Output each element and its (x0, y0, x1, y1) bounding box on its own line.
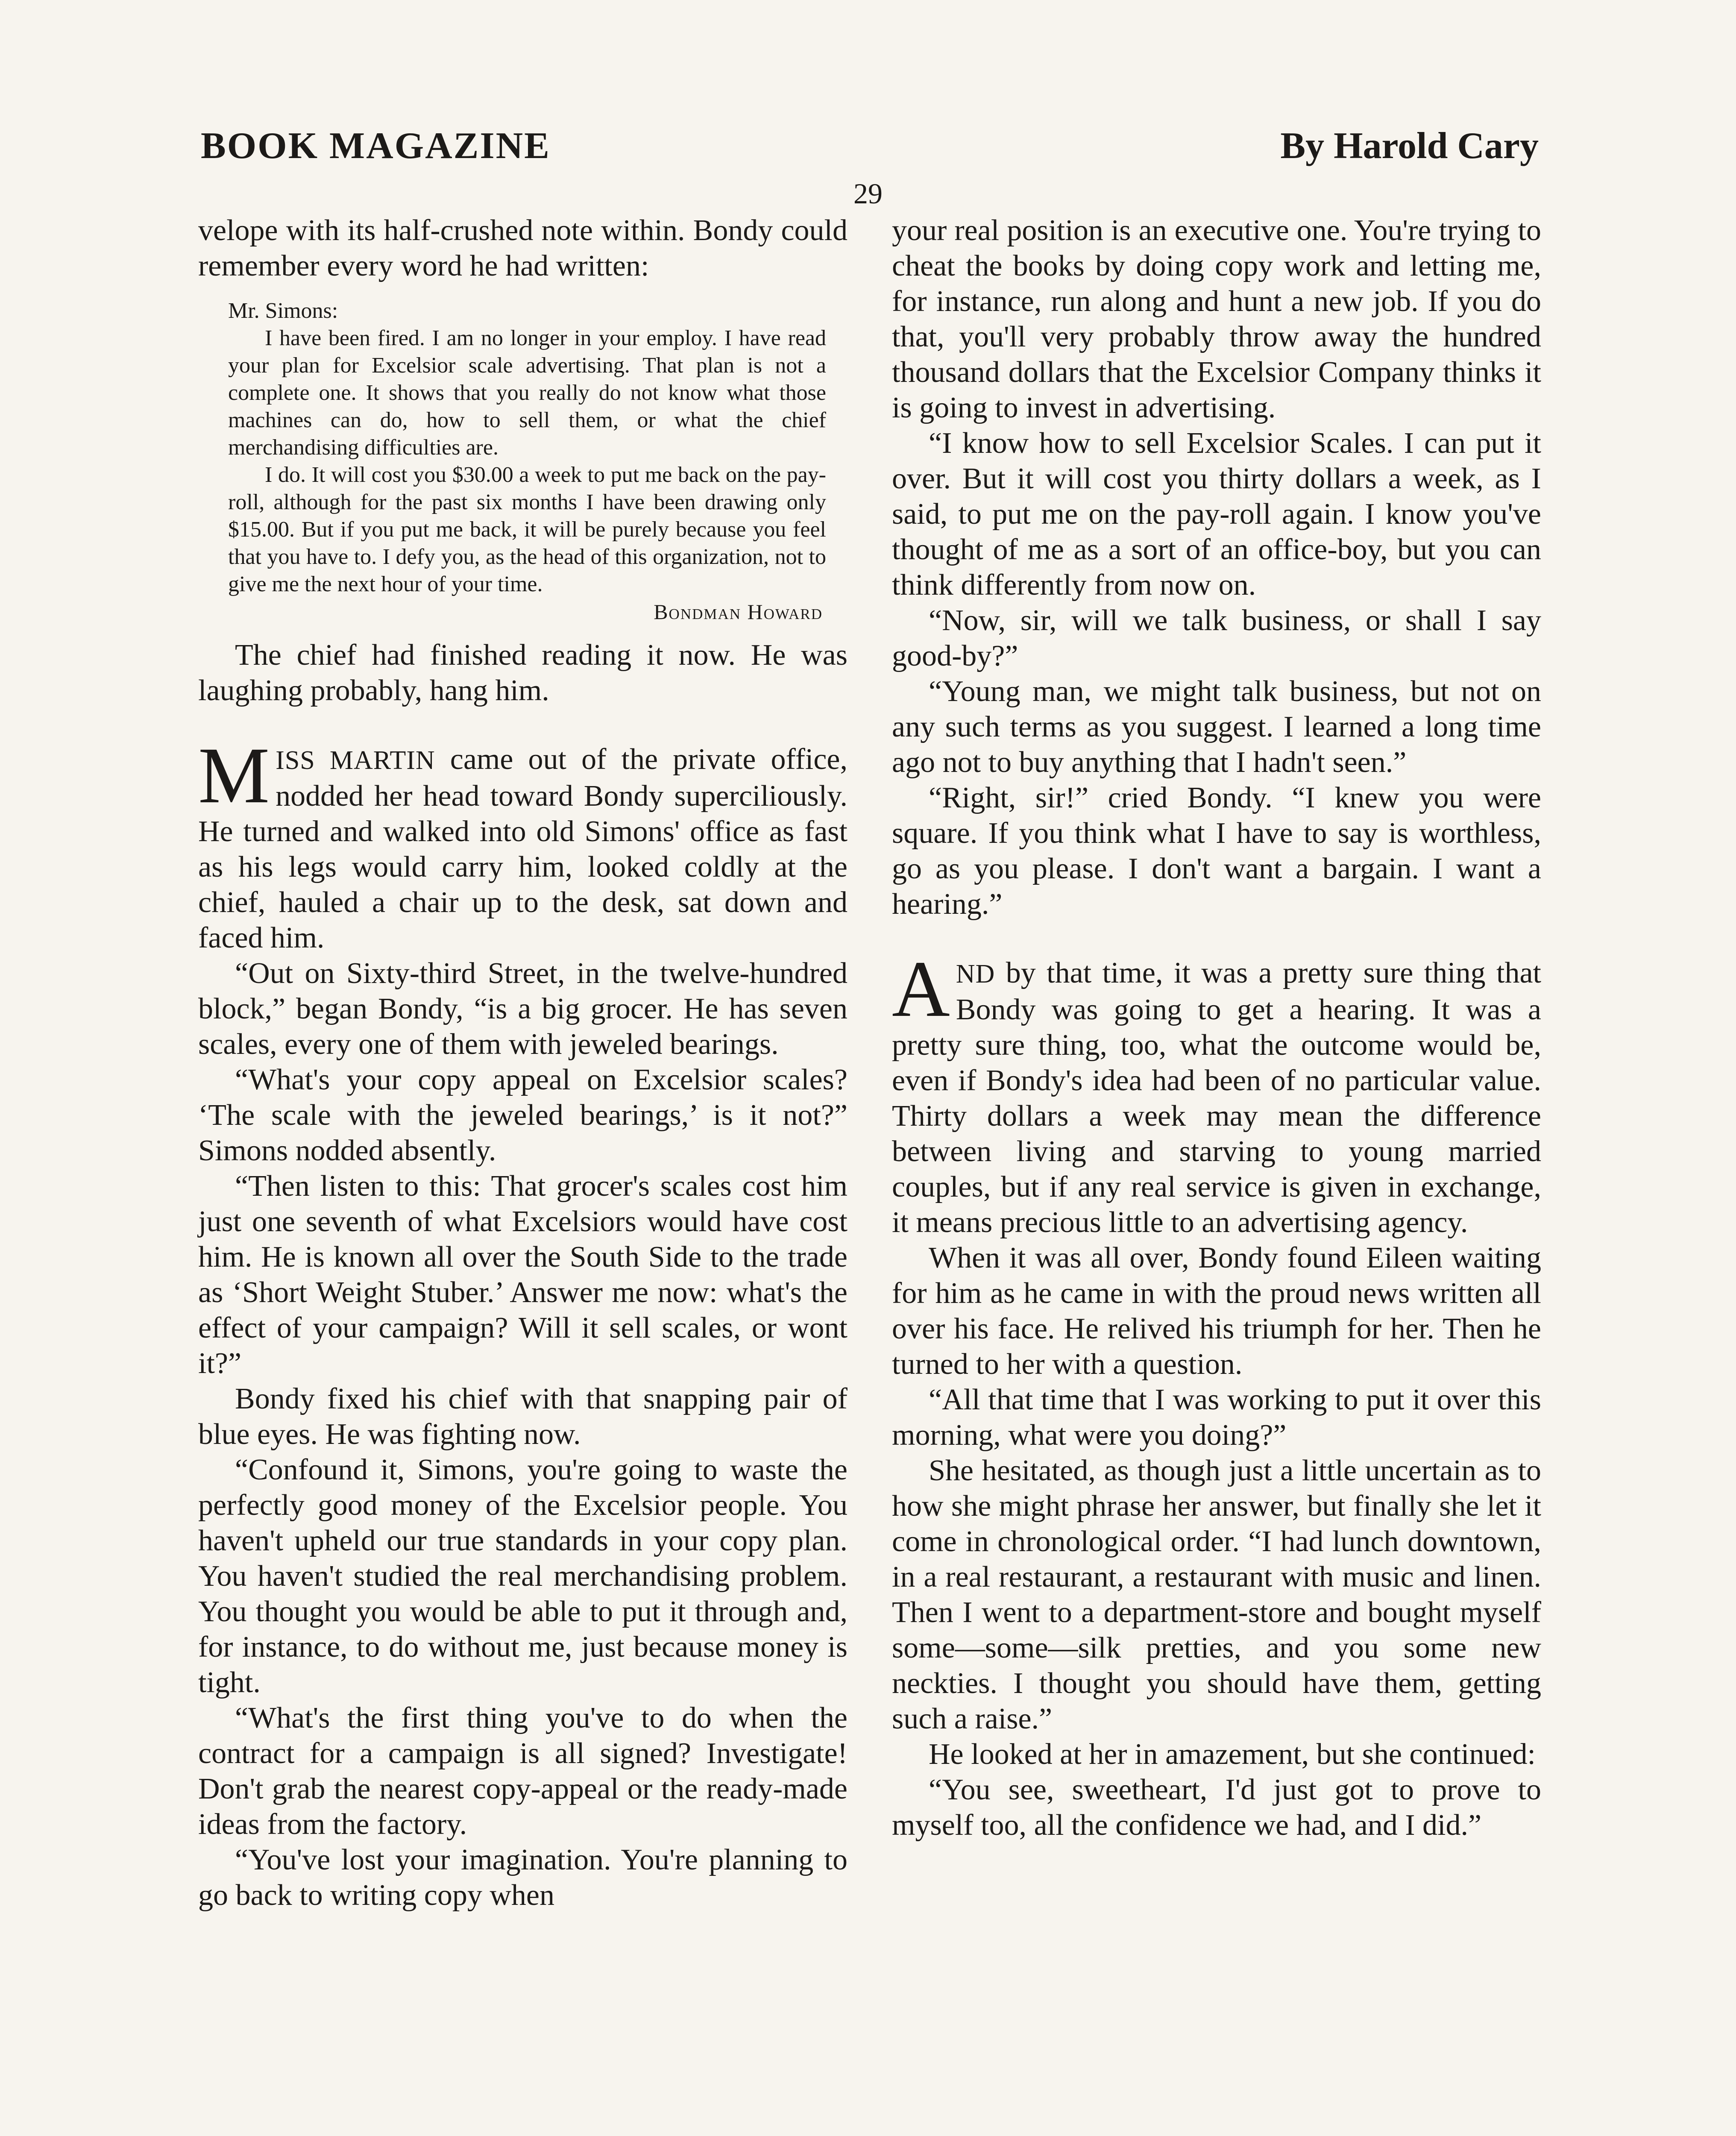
body-paragraph: your real position is an executive one. You're trying to cheat the books by doing copy work and letting me, for instance, run along and hunt a new job. If you do that, you'll very probably throw away the hundred thousand dollars that the Excelsior Company thinks it is going to invest in advertising. (892, 214, 1541, 424)
page-number: 29 (853, 177, 883, 210)
body-paragraph: “Now, sir, will we talk business, or shall I say good-by?” (892, 604, 1541, 672)
drop-cap: A (892, 944, 950, 1033)
lead-in-caps: ND (956, 959, 995, 989)
letter-salutation: Mr. Simons: (228, 299, 338, 323)
letter-paragraph: I have been fired. I am no longer in your employ. I have read your plan for Excelsior scale advertising. That plan is not a complete one. It shows that you really do not know what those machines can do, how to sell them, or what the chief merchandising difficulties are. (228, 326, 826, 460)
letter-paragraph: I do. It will cost you $30.00 a week to put me back on the pay-roll, although for the past six months I have been drawing only $15.00. But if you put me back, it will be purely because you feel that you have to. I defy you, as the head of this organization, not to give me the next hour of your time. (228, 463, 826, 596)
body-paragraph: Bondy fixed his chief with that snapping pair of blue eyes. He was fighting now. (198, 1382, 847, 1451)
right-column (892, 213, 1541, 1843)
body-paragraph: “You see, sweetheart, I'd just got to prove to myself too, all the confidence we had, and I did.” (892, 1773, 1541, 1842)
body-paragraph: “All that time that I was working to put it over this morning, what were you doing?” (892, 1383, 1541, 1452)
paragraph-text: by that time, it was a pretty sure thing that Bondy was going to get a hearing. It was a pretty sure thing, too, what the outcome would be, even if Bondy's idea had been of no particular value. Thirty dollars a week may mean the difference between living and starving to young married couples, but if any real service is given in exchange, it means precious little to an advertising agency. (892, 957, 1541, 1239)
body-paragraph: “Young man, we might talk business, but not on any such terms as you suggest. I learned a long time ago not to buy anything that I hadn't seen.” (892, 675, 1541, 779)
running-header (201, 125, 1539, 167)
paragraph-text: came out of the private office, nodded her head toward Bondy superciliously. He turned and walked into old Simons' office as fast as his legs would carry him, looked coldly at the chief, hauled a chair up to the desk, sat down and faced him. (198, 743, 847, 954)
body-paragraph: “Confound it, Simons, you're going to waste the perfectly good money of the Excelsior people. You haven't upheld our true standards in your copy plan. You haven't studied the real merchandising problem. You thought you would be able to put it through and, for instance, to do without me, just because money is tight. (198, 1453, 847, 1699)
lead-in-caps: ISS MARTIN (276, 746, 435, 775)
body-paragraph: “Right, sir!” cried Bondy. “I knew you were square. If you think what I have to say is worthless, go as you please. I don't want a bargain. I want a hearing.” (892, 781, 1541, 921)
body-paragraph: “What's your copy appeal on Excelsior scales? ‘The scale with the jeweled bearings,’ is it not?” Simons nodded absently. (198, 1063, 847, 1167)
body-paragraph: When it was all over, Bondy found Eileen waiting for him as he came in with the proud news written all over his face. He relived his triumph for her. Then he turned to her with a question. (892, 1241, 1541, 1381)
drop-cap: M (198, 731, 270, 820)
body-paragraph: He looked at her in amazement, but she continued: (929, 1738, 1536, 1771)
section-opening-paragraph (892, 944, 1541, 1240)
left-column (198, 213, 847, 1913)
magazine-title: BOOK MAGAZINE (201, 125, 551, 167)
body-paragraph: The chief had finished reading it now. He was laughing probably, hang him. (198, 639, 847, 707)
section-break (892, 922, 1541, 955)
opening-paragraph: velope with its half-crushed note within. Bondy could remember every word he had written: (198, 214, 847, 282)
body-paragraph: She hesitated, as though just a little uncertain as to how she might phrase her answer, but finally she let it come in chronological order. “I had lunch downtown, in a real restaurant, a restaurant with music and linen. Then I went to a department-store and bought myself some—some—silk pretties, and you some new neckties. I thought you should have them, getting such a raise.” (892, 1454, 1541, 1735)
author-byline: By Harold Cary (1280, 125, 1539, 167)
section-opening-paragraph (198, 731, 847, 956)
section-break (198, 708, 847, 742)
body-paragraph: “I know how to sell Excelsior Scales. I can put it over. But it will cost you thirty dollars a week, as I said, to put me on the pay-roll again. I know you've thought of me as a sort of an office-boy, but you can think differently from now on. (892, 427, 1541, 601)
letter-signature: Bondman Howard (654, 600, 823, 624)
body-paragraph: “You've lost your imagination. You're planning to go back to writing copy when (198, 1843, 847, 1912)
body-paragraph: “Out on Sixty-third Street, in the twelve-hundred block,” began Bondy, “is a big grocer. He has seven scales, every one of them with jeweled bearings. (198, 957, 847, 1061)
body-paragraph: “What's the first thing you've to do when the contract for a campaign is all signed? Investigate! Don't grab the nearest copy-appeal or the ready-made ideas from the factory. (198, 1702, 847, 1841)
body-paragraph: “Then listen to this: That grocer's scales cost him just one seventh of what Excelsiors would have cost him. He is known all over the South Side to the trade as ‘Short Weight Stuber.’ Answer me now: what's the effect of your campaign? Will it sell scales, or wont it?” (198, 1170, 847, 1380)
letter-block (228, 297, 826, 625)
